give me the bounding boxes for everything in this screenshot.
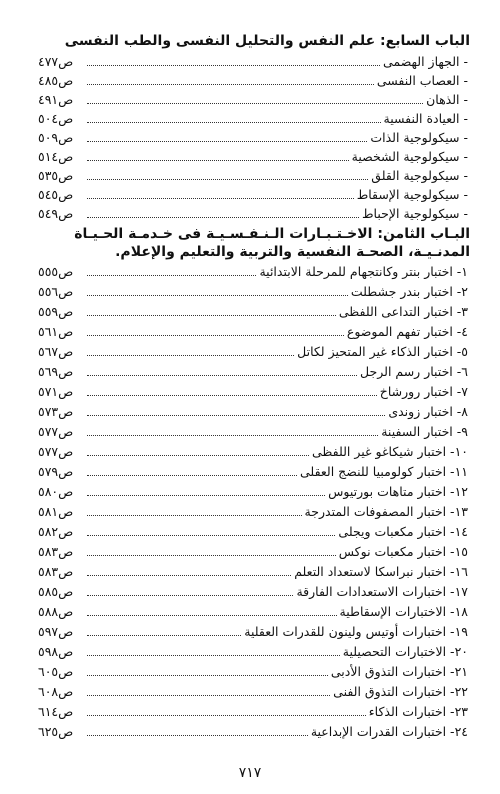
toc-entry [38,702,468,721]
toc-entry-page: ص٥٨٠ [38,484,74,499]
toc-entry-page: ص٦١٤ [38,704,74,719]
toc-entry [38,204,468,223]
toc-entry-page: ص٥٨١ [38,504,74,519]
toc-entry-page: ص٥٩٨ [38,644,74,659]
toc-entry [38,622,468,641]
toc-entry-title: ٢٢- اختبارات التذوق الفنى [333,684,468,699]
toc-entry-title: - الجهاز الهضمى [383,54,468,69]
dot-leader [87,515,302,516]
dot-leader [87,160,349,161]
toc-entry [38,185,468,204]
toc-entry-title: ١٠- اختبار شيكاغو غير اللفظى [311,444,468,459]
toc-entry-title: ١٤- اختبار مكعبات ويجلى [338,524,468,539]
toc-entry-title: ٦- اختبار رسم الرجل [360,364,468,379]
toc-entry-page: ص٥١٤ [38,149,74,164]
toc-entry [38,262,468,281]
toc-entry-page: ص٦٢٥ [38,724,74,739]
toc-entry [38,502,468,521]
dot-leader [87,615,337,616]
dot-leader [87,535,335,536]
toc-entry [38,128,468,147]
toc-entry [38,90,468,109]
toc-entry-title: ١١- اختبار كولومبيا للنضج العقلى [300,464,468,479]
toc-entry [38,542,468,561]
toc-entry [38,462,468,481]
toc-entry [38,342,468,361]
dot-leader [87,455,309,456]
dot-leader [87,495,325,496]
toc-entry [38,382,468,401]
toc-entry-page: ص٥٨٥ [38,584,74,599]
toc-entry-title: ١٥- اختبار مكعبات نوكس [338,544,468,559]
toc-entry-page: ص٦٠٥ [38,664,74,679]
toc-entry [38,147,468,166]
toc-entry [38,522,468,541]
toc-entry [38,722,468,741]
dot-leader [87,415,385,416]
toc-entry-page: ص٥٨٣ [38,564,74,579]
toc-entry-title: ٤- اختبار تفهم الموضوع [346,324,468,339]
toc-entry-page: ص٤٩١ [38,92,74,107]
toc-entry-title: ٥- اختبار الذكاء غير المتحيز لكاتل [297,344,468,359]
dot-leader [87,179,368,180]
dot-leader [87,635,241,636]
chapter-8-heading: البـاب الثامن: الاخـتـبـارات الـنـفـسـيـة فى خـدمـة الحـيـاة المدنـيـة، الصحـة النفسية والتربية والتعليم والإعلام. [74,226,470,260]
toc-entry [38,642,468,661]
toc-entry-title: - سيكولوجية الإحباط [362,206,468,221]
dot-leader [87,315,336,316]
toc-entry-page: ص٥٧٩ [38,464,74,479]
toc-entry-page: ص٥٦٧ [38,344,74,359]
toc-entry-title: ١٣- اختبار المصفوفات المتدرجة [304,504,468,519]
toc-entry-title: - الذهان [426,92,468,107]
toc-entry-title: ٢٣- اختبارات الذكاء [368,704,468,719]
dot-leader [87,295,348,296]
dot-leader [87,335,344,336]
toc-entry [38,322,468,341]
toc-entry-page: ص٥٧٧ [38,444,74,459]
toc-entry [38,402,468,421]
toc-entry-page: ص٥٩٧ [38,624,74,639]
toc-entry-title: - سيكولوجية الذات [370,130,468,145]
toc-entry [38,442,468,461]
toc-entry-page: ص٥٧٧ [38,424,74,439]
toc-entry-title: ٢٠- الاختبارات التحصيلية [342,644,468,659]
dot-leader [87,84,374,85]
toc-entry [38,422,468,441]
chapter-7-heading: الباب السابع: علم النفس والتحليل النفسى والطب النفسى [64,33,470,49]
toc-entry [38,562,468,581]
dot-leader [87,555,336,556]
toc-entry-page: ص٤٨٥ [38,73,74,88]
dot-leader [87,275,256,276]
toc-entry-page: ص٥٠٤ [38,111,74,126]
toc-entry-title: ٩- اختبار السفينة [381,424,468,439]
toc-entry-title: - سيكولوجية القلق [371,168,468,183]
toc-entry-page: ص٤٧٧ [38,54,74,69]
toc-entry-page: ص٦٠٨ [38,684,74,699]
toc-entry-title: - العيادة النفسية [383,111,468,126]
toc-entry-page: ص٥٤٩ [38,206,74,221]
dot-leader [87,122,381,123]
dot-leader [87,141,367,142]
toc-entry-page: ص٥٣٥ [38,168,74,183]
toc-entry [38,662,468,681]
toc-entry-title: ٨- اختبار زوندى [388,404,468,419]
toc-entry [38,602,468,621]
toc-entry [38,282,468,301]
toc-entry-title: ٣- اختبار التداعى اللفظى [338,304,468,319]
dot-leader [87,675,328,676]
toc-entry-title: - سيكولوجية الشخصية [351,149,468,164]
toc-entry-page: ص٥٥٦ [38,284,74,299]
dot-leader [87,435,378,436]
toc-entry [38,362,468,381]
dot-leader [87,198,354,199]
toc-entry [38,302,468,321]
toc-entry-title: ٢١- اختبارات التذوق الأدبى [330,664,468,679]
page-number: ٧١٧ [238,765,262,781]
toc-entry [38,109,468,128]
toc-entry [38,52,468,71]
dot-leader [87,103,423,104]
toc-entry [38,482,468,501]
toc-entry-page: ص٥٨٣ [38,544,74,559]
toc-entry-title: - العصاب النفسى [376,73,468,88]
toc-entry-title: ١٦- اختبار نبراسكا لاستعداد التعلم [294,564,468,579]
dot-leader [87,375,357,376]
toc-entry-title: ١- اختبار بنتر وكانتجهام للمرحلة الابتدائية [259,264,468,279]
toc-entry-page: ص٥٨٢ [38,524,74,539]
dot-leader [87,735,308,736]
toc-entry-page: ص٥٥٥ [38,264,74,279]
toc-entry-title: ١٧- اختبارات الاستعدادات الفارقة [296,584,468,599]
toc-entry [38,71,468,90]
dot-leader [87,695,330,696]
toc-entry [38,682,468,701]
toc-entry-page: ص٥٠٩ [38,130,74,145]
toc-entry-title: ٧- اختبار رورشاخ [379,384,468,399]
toc-entry [38,166,468,185]
toc-entry-page: ص٥٧١ [38,384,74,399]
toc-entry-title: ٢٤- اختبارات القدرات الإبداعية [310,724,468,739]
toc-entry-title: ١٢- اختبار متاهات بورتيوس [328,484,468,499]
dot-leader [87,575,291,576]
dot-leader [87,655,340,656]
toc-entry-title: ١٩- اختبارات أوتيس ولينون للقدرات العقلية [244,624,468,639]
toc-entry-page: ص٥٧٣ [38,404,74,419]
toc-entry-page: ص٥٦١ [38,324,74,339]
dot-leader [87,395,377,396]
dot-leader [87,217,359,218]
toc-entry-page: ص٥٦٩ [38,364,74,379]
toc-entry [38,582,468,601]
toc-entry-title: - سيكولوجية الإسقاط [356,187,468,202]
dot-leader [87,595,293,596]
toc-entry-page: ص٥٤٥ [38,187,74,202]
toc-entry-page: ص٥٨٨ [38,604,74,619]
dot-leader [87,715,366,716]
dot-leader [87,355,294,356]
toc-entry-title: ١٨- الاختبارات الإسقاطية [339,604,468,619]
dot-leader [87,65,380,66]
dot-leader [87,475,297,476]
toc-entry-page: ص٥٥٩ [38,304,74,319]
toc-entry-title: ٢- اختبار بندر جشطلت [350,284,468,299]
